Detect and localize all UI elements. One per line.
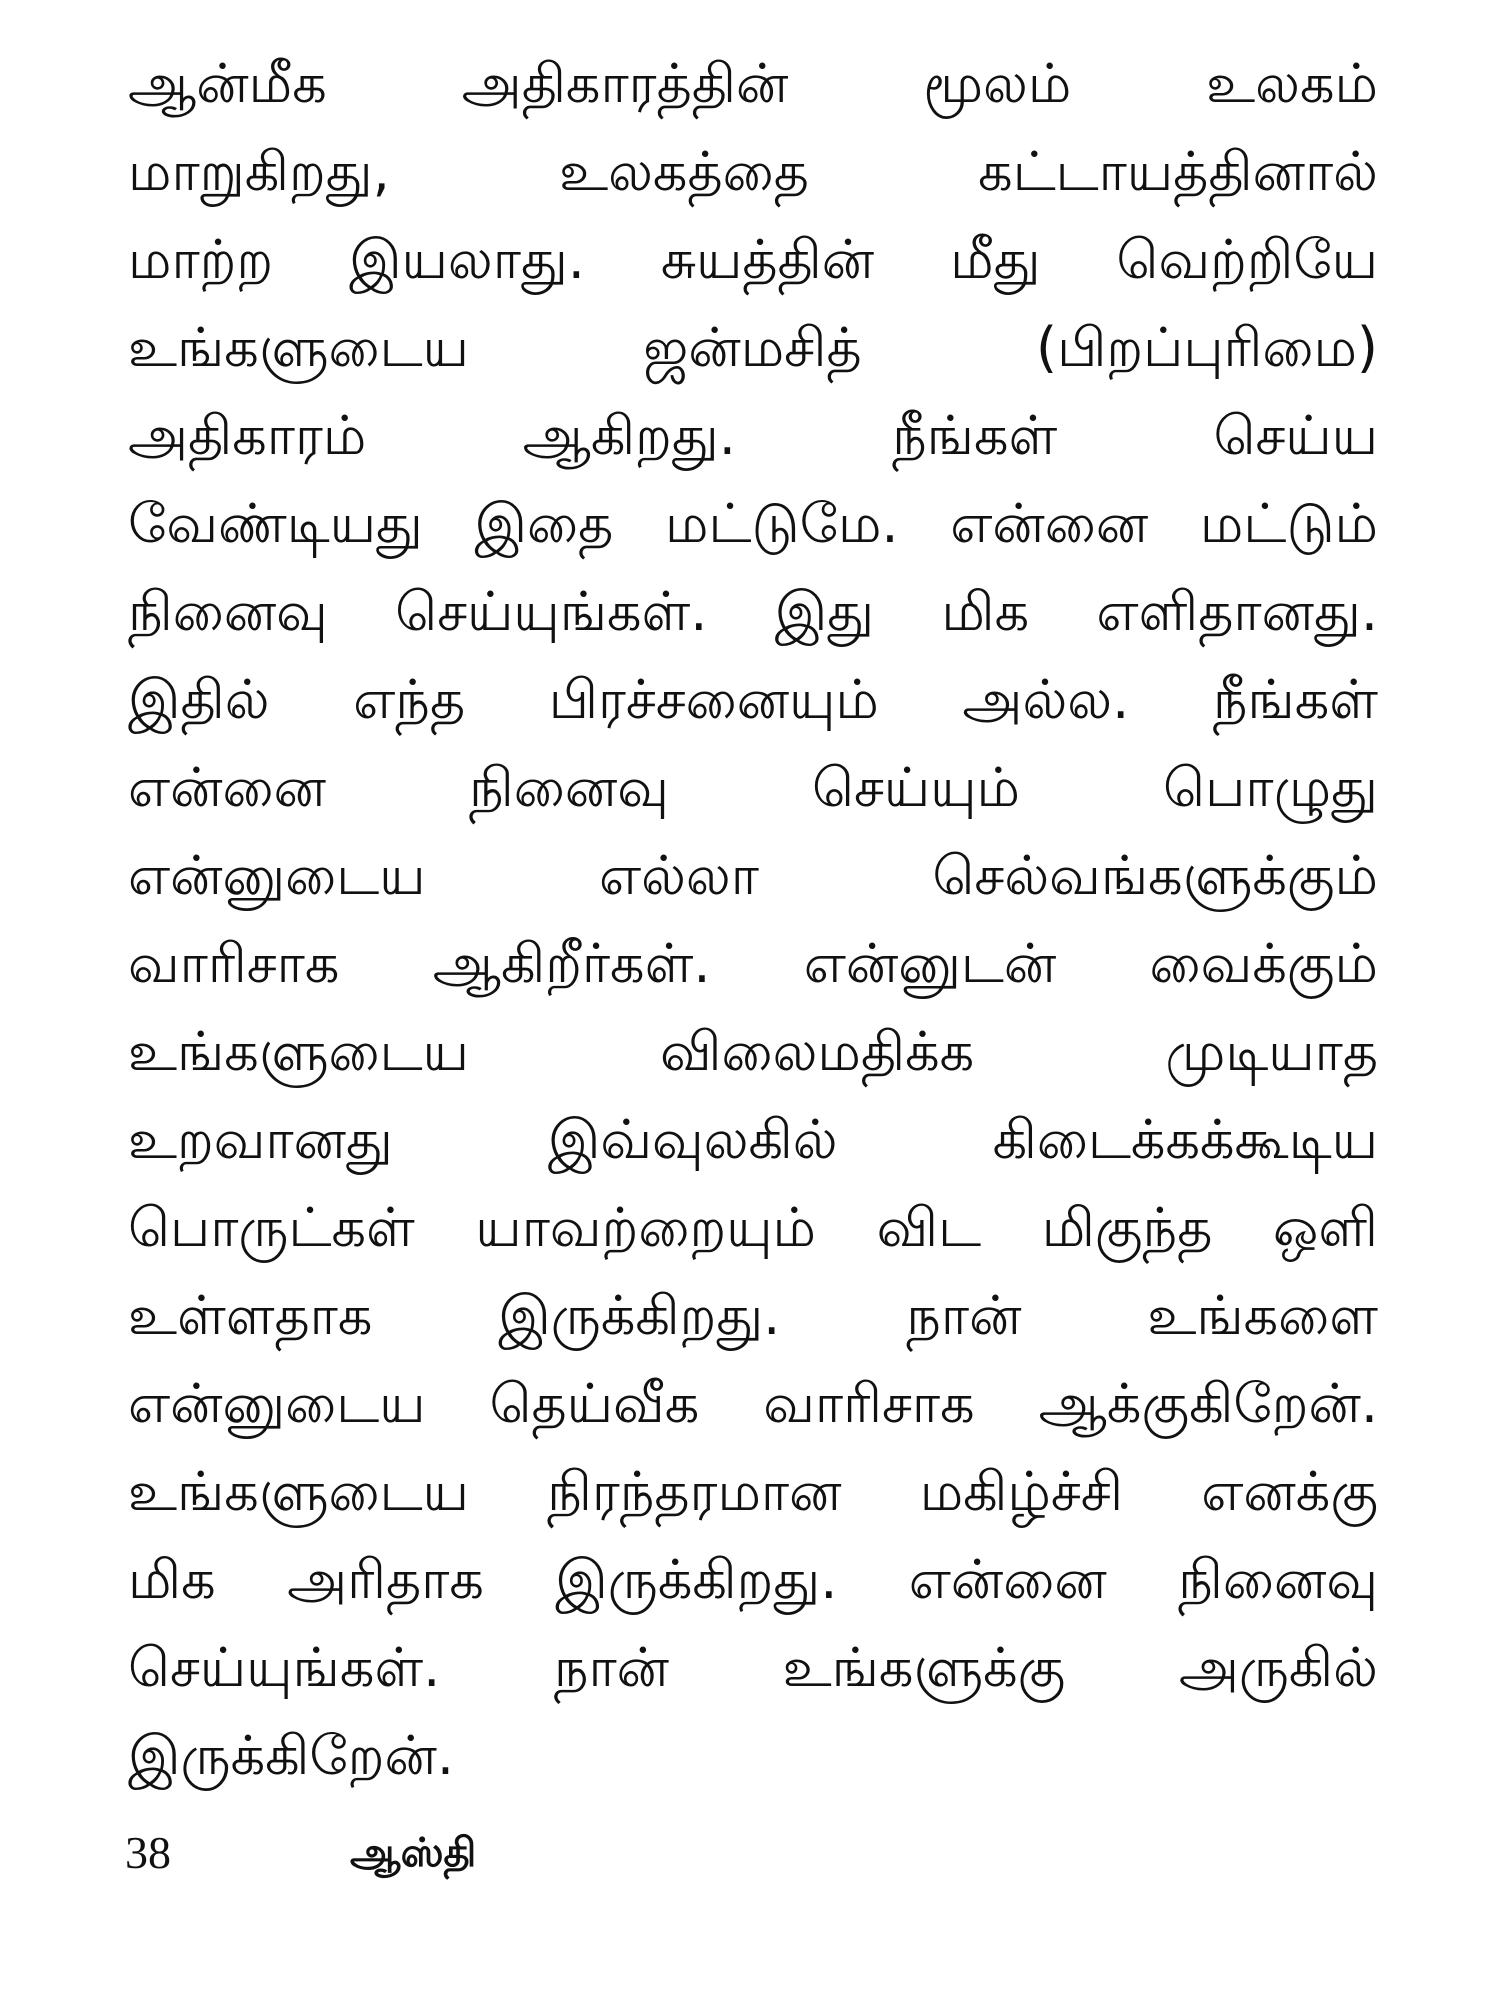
- text-line: என்னுடைய எல்லா செல்வங்களுக்கும்: [128, 844, 1378, 907]
- text-line: மாறுகிறது, உலகத்தை கட்டாயத்தினால்: [128, 140, 1378, 203]
- text-line: உறவானது இவ்வுலகில் கிடைக்கக்கூடிய: [128, 1108, 1378, 1171]
- page-footer: [125, 1818, 725, 1888]
- text-line: என்னுடைய தெய்வீக வாரிசாக ஆக்குகிறேன்.: [128, 1372, 1378, 1435]
- text-line: வேண்டியது இதை மட்டுமே. என்னை மட்டும்: [128, 492, 1378, 555]
- text-line: மாற்ற இயலாது. சுயத்தின் மீது வெற்றியே: [128, 228, 1378, 291]
- text-line: பொருட்கள் யாவற்றையும் விட மிகுந்த ஒளி: [128, 1196, 1378, 1259]
- text-line: உள்ளதாக இருக்கிறது. நான் உங்களை: [128, 1284, 1378, 1347]
- text-line: இதில் எந்த பிரச்சனையும் அல்ல. நீங்கள்: [128, 668, 1378, 731]
- text-line: உங்களுடைய விலைமதிக்க முடியாத: [128, 1020, 1378, 1083]
- text-line: மிக அரிதாக இருக்கிறது. என்னை நினைவு: [128, 1548, 1378, 1611]
- text-line: இருக்கிறேன்.: [128, 1724, 454, 1787]
- text-line: என்னை நினைவு செய்யும் பொழுது: [128, 756, 1378, 819]
- text-line: உங்களுடைய ஜன்மசித் (பிறப்புரிமை): [128, 316, 1378, 379]
- text-line: அதிகாரம் ஆகிறது. நீங்கள் செய்ய: [128, 404, 1378, 467]
- text-line: ஆன்மீக அதிகாரத்தின் மூலம் உலகம்: [128, 52, 1378, 115]
- text-line: வாரிசாக ஆகிறீர்கள். என்னுடன் வைக்கும்: [128, 932, 1378, 995]
- text-line: உங்களுடைய நிரந்தரமான மகிழ்ச்சி எனக்கு: [128, 1460, 1378, 1523]
- text-line: நினைவு செய்யுங்கள். இது மிக எளிதானது.: [128, 580, 1378, 643]
- running-title: ஆஸ்தி: [350, 1830, 477, 1876]
- text-line: செய்யுங்கள். நான் உங்களுக்கு அருகில்: [128, 1636, 1378, 1699]
- body-paragraph: [128, 40, 1378, 1800]
- page-number: 38: [125, 1827, 171, 1878]
